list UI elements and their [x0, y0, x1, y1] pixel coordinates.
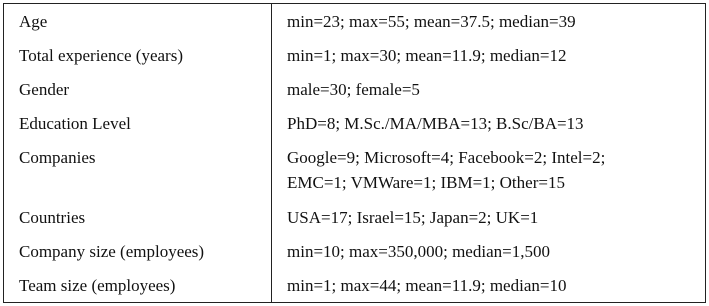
row-value: male=30; female=5 [272, 72, 706, 106]
row-label: Company size (employees) [4, 234, 272, 268]
row-label: Gender [4, 72, 272, 106]
row-value-line-1: Google=9; Microsoft=4; Facebook=2; Intel=2; [287, 148, 606, 168]
row-value-line-2: EMC=1; VMWare=1; IBM=1; Other=15 [287, 173, 565, 193]
table-row [4, 200, 706, 234]
row-label: Countries [4, 200, 272, 234]
row-value: min=23; max=55; mean=37.5; median=39 [272, 4, 706, 39]
row-value: min=1; max=44; mean=11.9; median=10 [272, 268, 706, 303]
table-row [4, 72, 706, 106]
row-label: Total experience (years) [4, 38, 272, 72]
table-row [4, 4, 706, 39]
table-row [4, 106, 706, 140]
row-value: PhD=8; M.Sc./MA/MBA=13; B.Sc/BA=13 [272, 106, 706, 140]
row-value: min=1; max=30; mean=11.9; median=12 [272, 38, 706, 72]
row-value: min=10; max=350,000; median=1,500 [272, 234, 706, 268]
row-label: Education Level [4, 106, 272, 140]
table-row [4, 38, 706, 72]
demographics-table [3, 3, 706, 303]
row-value [272, 140, 706, 199]
table-row [4, 234, 706, 268]
table-row [4, 140, 706, 199]
row-label: Companies [4, 140, 272, 199]
row-label: Age [4, 4, 272, 39]
row-value: USA=17; Israel=15; Japan=2; UK=1 [272, 200, 706, 234]
table-row [4, 268, 706, 303]
row-label: Team size (employees) [4, 268, 272, 303]
